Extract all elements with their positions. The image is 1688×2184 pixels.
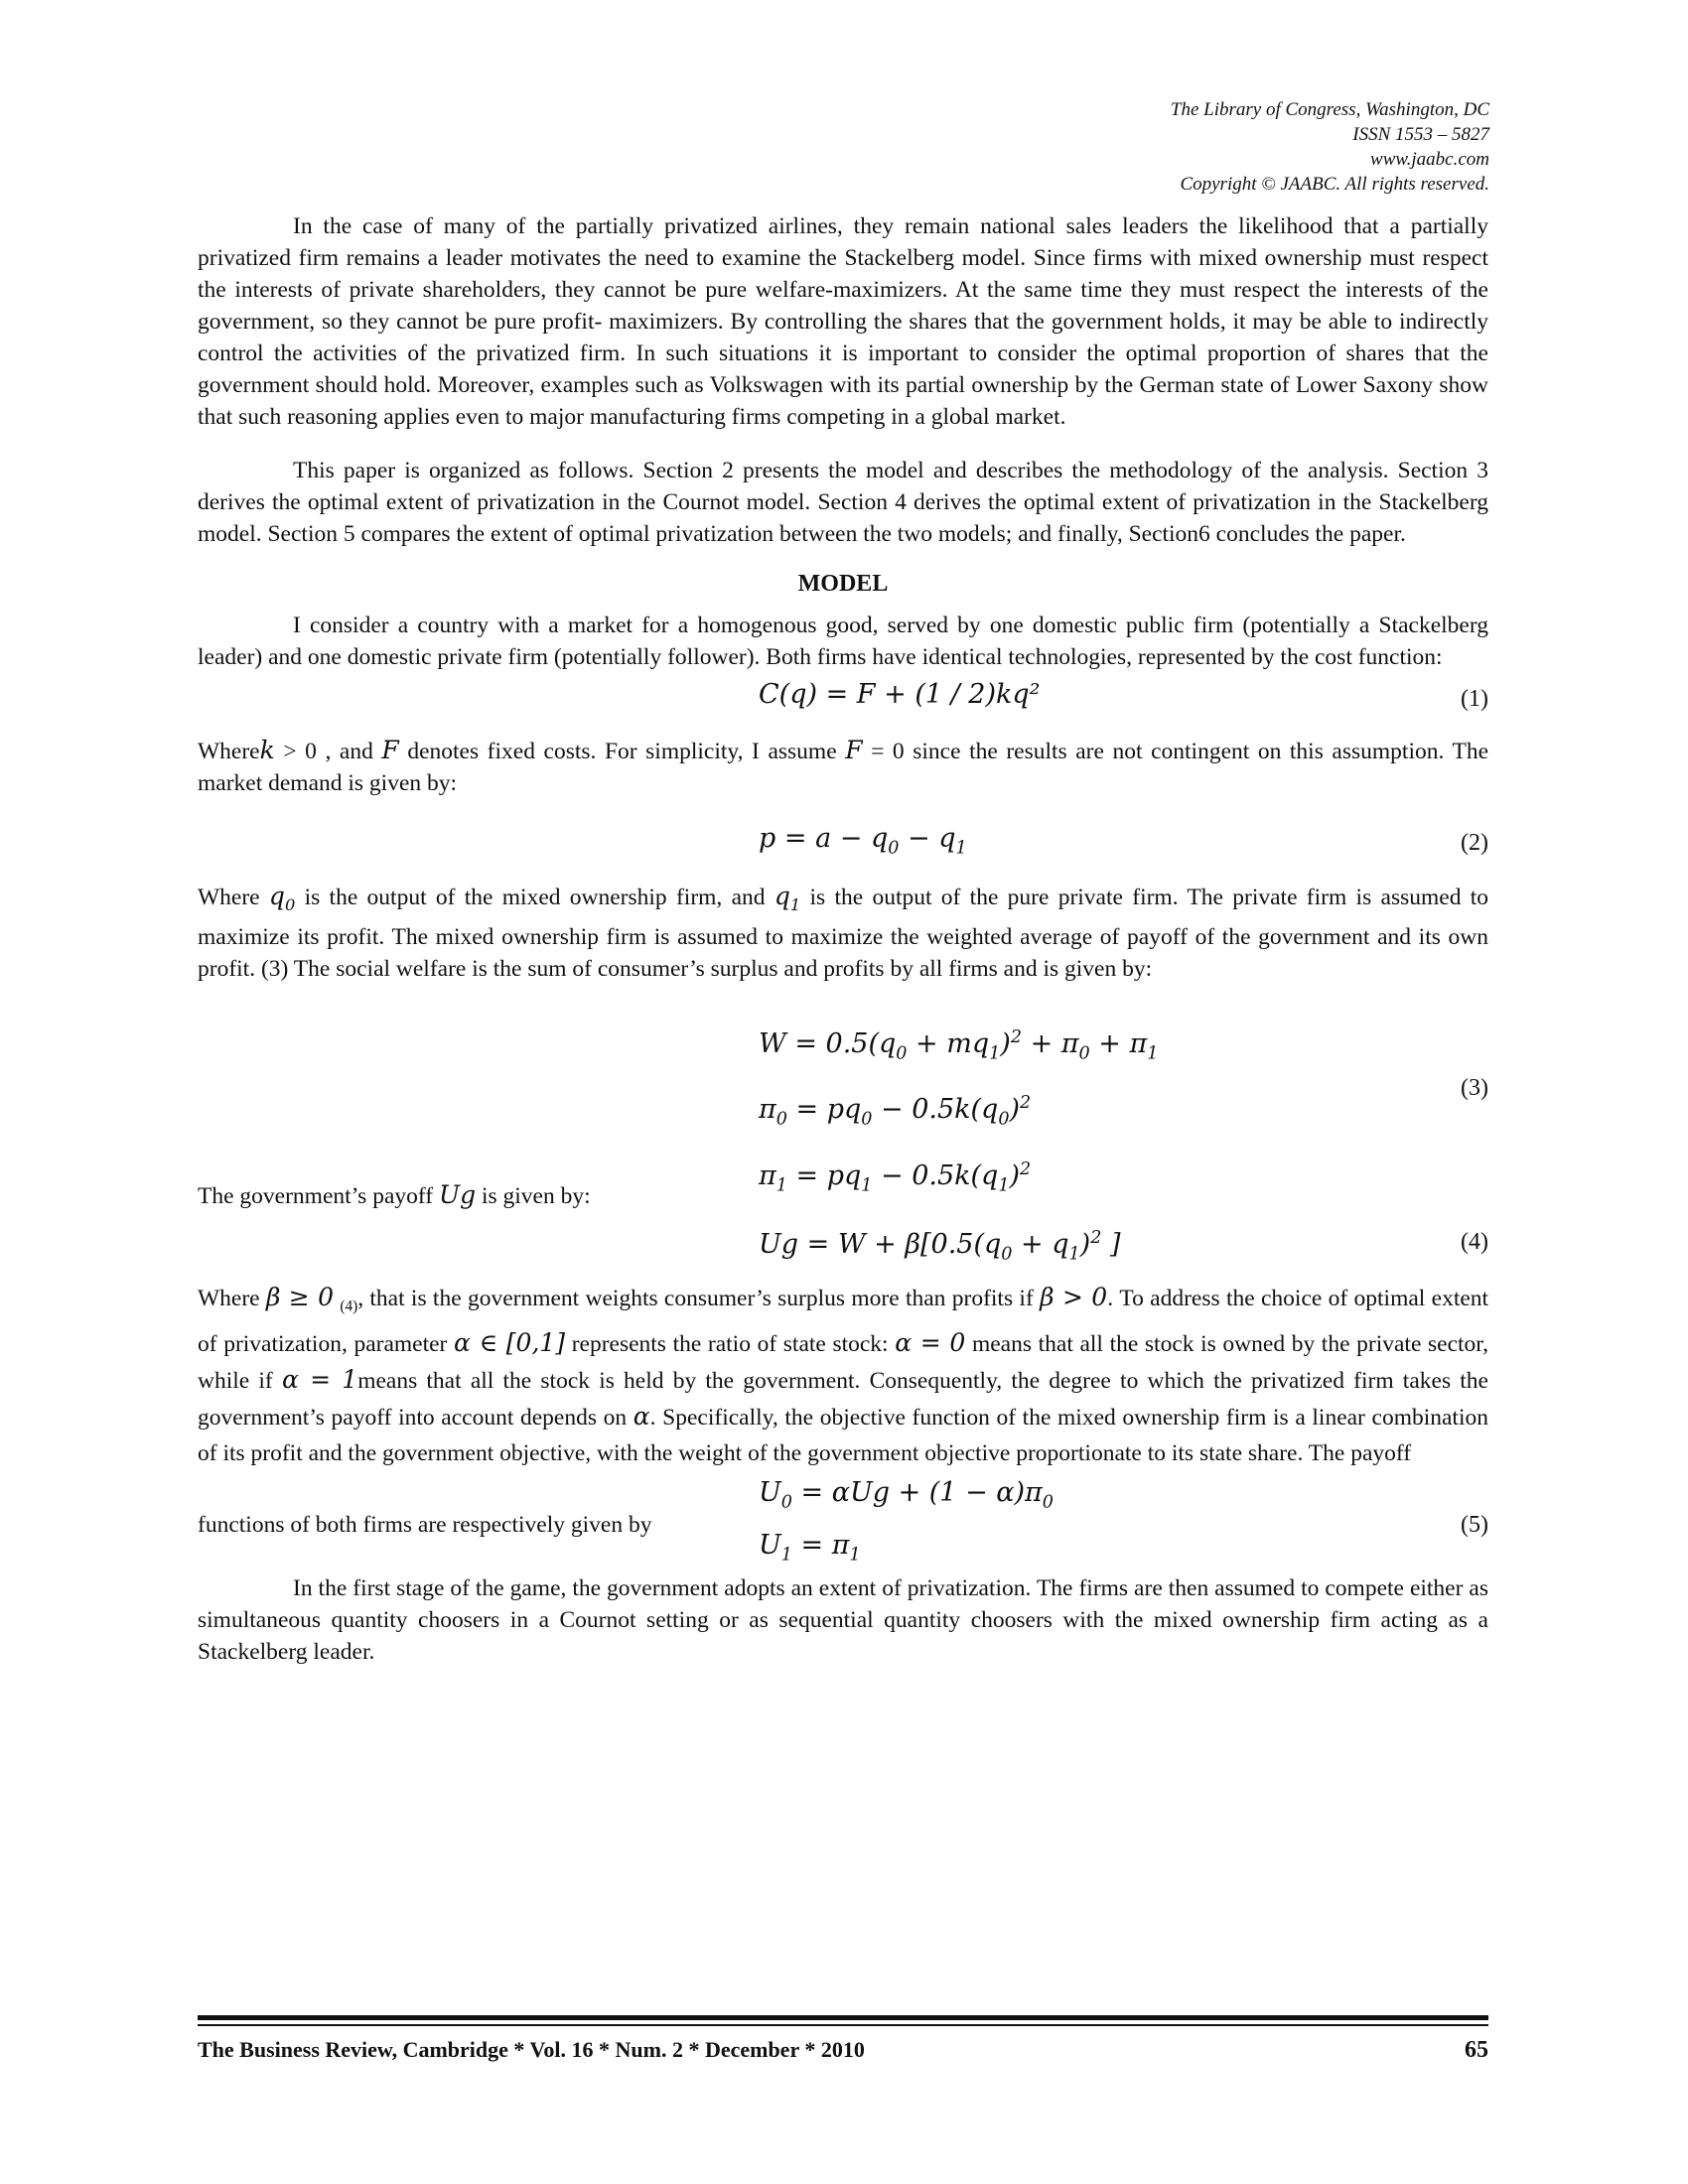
header-line-3: www.jaabc.com xyxy=(1370,149,1489,170)
equation-4-formula: $Ug = W + \beta[0.5(q_0 + q_1)^2$ ] xyxy=(759,1228,1121,1265)
footer-rule-thick xyxy=(198,2015,1488,2020)
equation-2-formula: $p = a - q_0 - q_1$ xyxy=(759,823,967,859)
equation-3-formula: $W = 0.5(q_0 + mq_1)^2 + \pi_0 + \pi_1$ $\pi_0 = pq_0 - 0.5k(q_0)^2$ $\pi_1 = pq_1 - 0.5k(q_1)^2$ xyxy=(759,1027,1159,1196)
paragraph-privatization-parameter: Where β ≥ 0 $_{(4)}$, that is the government weights consumer’s surplus more than profits if β > 0. To address the choice of optimal extent of privatization, parameter α ∈ [0,1] represents the ratio of state stock: α = 0 means that all the stock is owned by the private sector, while if α = 1means that all the stock is held by the government. Consequently, the degree to which the privatized firm takes the government’s payoff into account depends on α. Specifically, the objective function of the mixed ownership firm is a linear combination of its profit and the government objective, with the weight of the government objective proportionate to its state share. The payoff xyxy=(198,1283,1489,1466)
footer-rule-thin xyxy=(198,2024,1488,2026)
footer-journal: The Business Review, Cambridge * Vol. 16 * Num. 2 * December * 2010 xyxy=(198,2037,865,2062)
equation-5 xyxy=(198,1471,1488,1566)
equation-3-number: (3) xyxy=(1461,1075,1488,1101)
header-line-2: ISSN 1553 – 5827 xyxy=(1352,124,1489,145)
equation-5-formula: $U_0 = \alpha Ug + (1 - \alpha)\pi_0$ $U_1 = \pi_1$ xyxy=(759,1476,1054,1566)
equation-5-lead-text: functions of both firms are respectively given by xyxy=(198,1511,652,1538)
equation-4-number: (4) xyxy=(1461,1229,1488,1255)
paragraph-cost-assumptions: Wherek > 0 , and F denotes fixed costs. For simplicity, I assume F = 0 since the results are not contingent on this assumption. The market demand is given by: xyxy=(198,736,1489,796)
paragraph-intro: In the case of many of the partially privatized airlines, they remain national sales leaders the likelihood that a partially privatized firm remains a leader motivates the need to examine the Stackelberg model. Since firms with mixed ownership must respect the interests of private shareholders, they cannot be pure welfare-maximizers. At the same time they must respect the interests of the government, so they cannot be pure profit- maximizers. By controlling the shares that the government holds, it may be able to indirectly control the activities of the privatized firm. In such situations it is important to consider the optimal proportion of shares that the government should hold. Moreover, examples such as Volkswagen with its partial ownership by the German state of Lower Saxony show that such reasoning applies even to major manufacturing firms competing in a global market. xyxy=(198,213,1488,430)
header-line-1: The Library of Congress, Washington, DC xyxy=(1170,99,1489,120)
equation-2 xyxy=(198,817,1488,871)
equation-1-number: (1) xyxy=(1461,686,1488,712)
equation-4 xyxy=(198,1216,1488,1270)
equation-1-formula: C(q) = F + (1 / 2)kq² xyxy=(759,679,1041,710)
journal-header xyxy=(1171,97,1489,197)
paragraph-government-payoff: The government’s payoff Ug is given by: xyxy=(198,1180,591,1209)
paragraph-game-stages: In the first stage of the game, the government adopts an extent of privatization. The firms are then assumed to compete either as simultaneous quantity choosers in a Cournot setting or as sequential quantity choosers with the mixed ownership firm acting as a Stackelberg leader. xyxy=(198,1574,1488,1665)
equation-1 xyxy=(198,673,1488,727)
paragraph-organization: This paper is organized as follows. Section 2 presents the model and describes the methodology of the analysis. Section 3 derives the optimal extent of privatization in the Cournot model. Section 4 derives the optimal extent of privatization in the Stackelberg model. Section 5 compares the extent of optimal privatization between the two models; and finally, Section6 concludes the paper. xyxy=(198,458,1488,547)
page-body xyxy=(198,210,1488,1668)
paragraph-outputs: Where $q_0$ is the output of the mixed ownership firm, and $q_1$ is the output of the pure private firm. The private firm is assumed to maximize its profit. The mixed ownership firm is assumed to maximize the weighted average of payoff of the government and its own profit. (3) The social welfare is the sum of consumer’s surplus and profits by all firms and is given by: xyxy=(198,882,1489,982)
equation-5-number: (5) xyxy=(1461,1511,1488,1538)
equation-2-number: (2) xyxy=(1461,830,1488,856)
header-line-4: Copyright © JAABC. All rights reserved. xyxy=(1180,174,1489,195)
section-heading-model: MODEL xyxy=(797,571,889,597)
paragraph-model: I consider a country with a market for a homogenous good, served by one domestic public firm (potentially a Stackelberg leader) and one domestic private firm (potentially follower). Both firms have identical technologies, represented by the cost function: xyxy=(198,613,1488,670)
page-number: 65 xyxy=(1465,2037,1488,2063)
